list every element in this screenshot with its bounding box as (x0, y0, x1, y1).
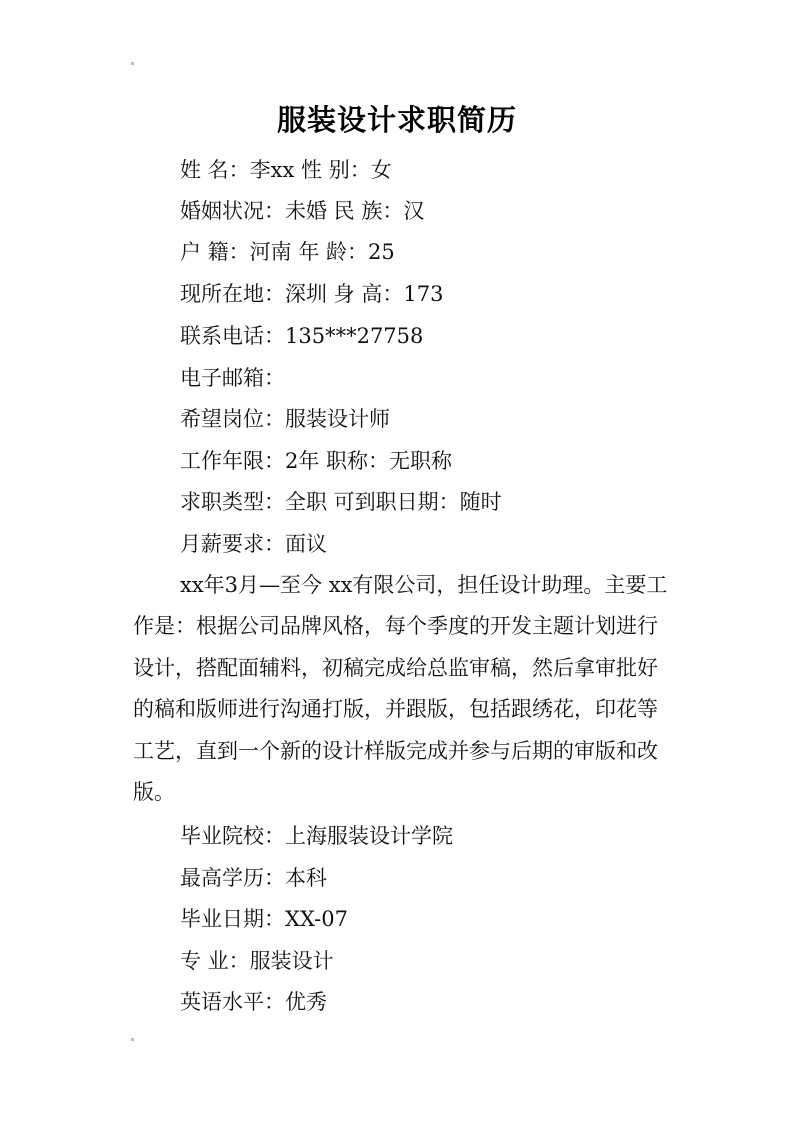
field-major: 专 业：服装设计 (180, 949, 334, 973)
field-name-gender: 姓 名：李xx 性 别：女 (180, 158, 392, 182)
field-job-type-availability: 求职类型：全职 可到职日期：随时 (180, 490, 502, 514)
field-salary: 月薪要求：面议 (180, 532, 327, 556)
field-graduation-date: 毕业日期：XX-07 (180, 907, 348, 931)
field-work-years-title: 工作年限：2年 职称：无职称 (180, 449, 453, 473)
page-title: 服装设计求职简历 (276, 103, 517, 137)
field-email: 电子邮箱： (180, 366, 285, 390)
field-location-height: 现所在地：深圳 身 高：173 (180, 282, 444, 306)
field-school: 毕业院校：上海服装设计学院 (180, 824, 453, 848)
field-phone: 联系电话：135***27758 (180, 324, 424, 348)
experience-text: xx年3月—至今 xx有限公司，担任设计助理。主要工作是：根据公司品牌风格，每个季度的开发主题计划进行设计，搭配面辅料，初稿完成给总监审稿，然后拿审批好的稿和版师进行沟通打版，并跟版，包括跟绣花，印花等工艺，直到一个新的设计样版完成并参与后期的审版和改版。 (133, 573, 668, 805)
corner-mark-bottom (131, 1038, 134, 1041)
field-desired-position: 希望岗位：服装设计师 (180, 407, 390, 431)
corner-mark-top (131, 62, 134, 65)
field-marital-ethnicity: 婚姻状况：未婚 民 族：汉 (180, 199, 425, 223)
field-english-level: 英语水平：优秀 (180, 990, 327, 1014)
field-degree: 最高学历：本科 (180, 866, 327, 890)
experience-paragraph (133, 565, 673, 813)
field-hukou-age: 户 籍：河南 年 龄：25 (180, 240, 395, 264)
